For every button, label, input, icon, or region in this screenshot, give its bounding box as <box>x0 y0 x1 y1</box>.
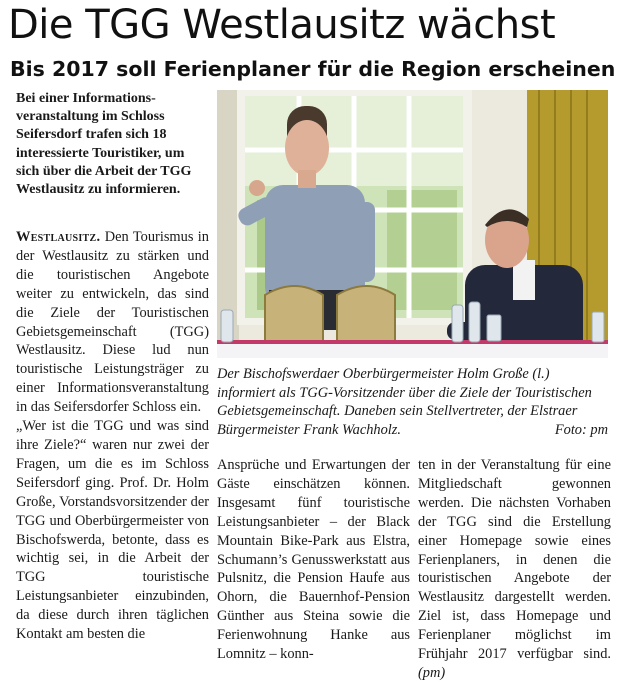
headline: Die TGG Westlausitz wächst <box>8 2 556 48</box>
body-column-2 <box>217 456 410 664</box>
caption-text: Der Bischofswerdaer Oberbürgermeister Holm Große (l.) informiert als TGG-Vorsitzender über die Ziele der Touristischen Gebietsgemeinschaft. Daneben sein Stellvertreter, der Elstraer Bürgermeister Frank Wachholz. <box>217 366 592 438</box>
photo-credit: Foto: pm <box>554 421 608 438</box>
photo-caption <box>217 365 608 439</box>
author-tag: (pm) <box>418 664 446 681</box>
dateline: Westlausitz. <box>16 229 101 245</box>
body-paragraph-4: ten in der Veranstaltung für eine Mitgliedschaft gewonnen werden. Die nächsten Vorhaben der TGG sind die Erstellung einer Homepage sowie eines Ferienplaners, in denen die touristischen Angebote der Westlausitz dargestellt werden. Ziel ist, dass Homepage und Ferienplaner möglichst im Frühjahr 2017 verfügbar sind. <box>418 457 611 663</box>
body-paragraph-3: Ansprüche und Erwartungen der Gäste einschätzen können. Insgesamt fünf touristische Leistungsanbieter – der Black Mountain Bike-Park aus Elstra, Schumann’s Genusswerkstatt aus Pulsnitz, die Pension Haufe aus Ohorn, die Bauernhof-Pension Günther aus Steina sowie die Ferienwohnung Hanke aus Lomnitz – konn- <box>217 457 410 663</box>
body-paragraph-1: Den Tourismus in der Westlausitz zu stärken und die touristischen Angebote weiter zu entwickeln, das sind die Ziele der Touristischen Gebietsgemeinschaft (TGG) Westlausitz. Diese lud nun touristische Leistungsträger zu einer Informationsveranstaltung in das Seifersdorfer Schloss ein. <box>16 229 209 416</box>
article-photo <box>217 90 608 358</box>
teaser: Bei einer Informationsveranstaltung im Schloss Seifersdorf trafen sich 18 interessierte Touristiker, um sich über die Arbeit der TGG Westlausitz zu informieren. <box>16 91 192 198</box>
body-column-1 <box>16 228 209 644</box>
body-paragraph-2: „Wer ist die TGG und was sind ihre Ziele?“ waren nur zwei der Fragen, um die es im Schloss Seifersdorf ging. Prof. Dr. Holm Große, Vorstandsvorsitzender der TGG und Oberbürgermeister von Bischofswerda, betonte, dass es wichtig sei, in die Arbeit der TGG touristische Leistungsanbieter einzubinden, da diese durch ihren täglichen Kontakt am besten die <box>16 418 209 643</box>
subheadline: Bis 2017 soll Ferienplaner für die Region erscheinen <box>10 57 616 81</box>
body-column-3 <box>418 456 611 683</box>
